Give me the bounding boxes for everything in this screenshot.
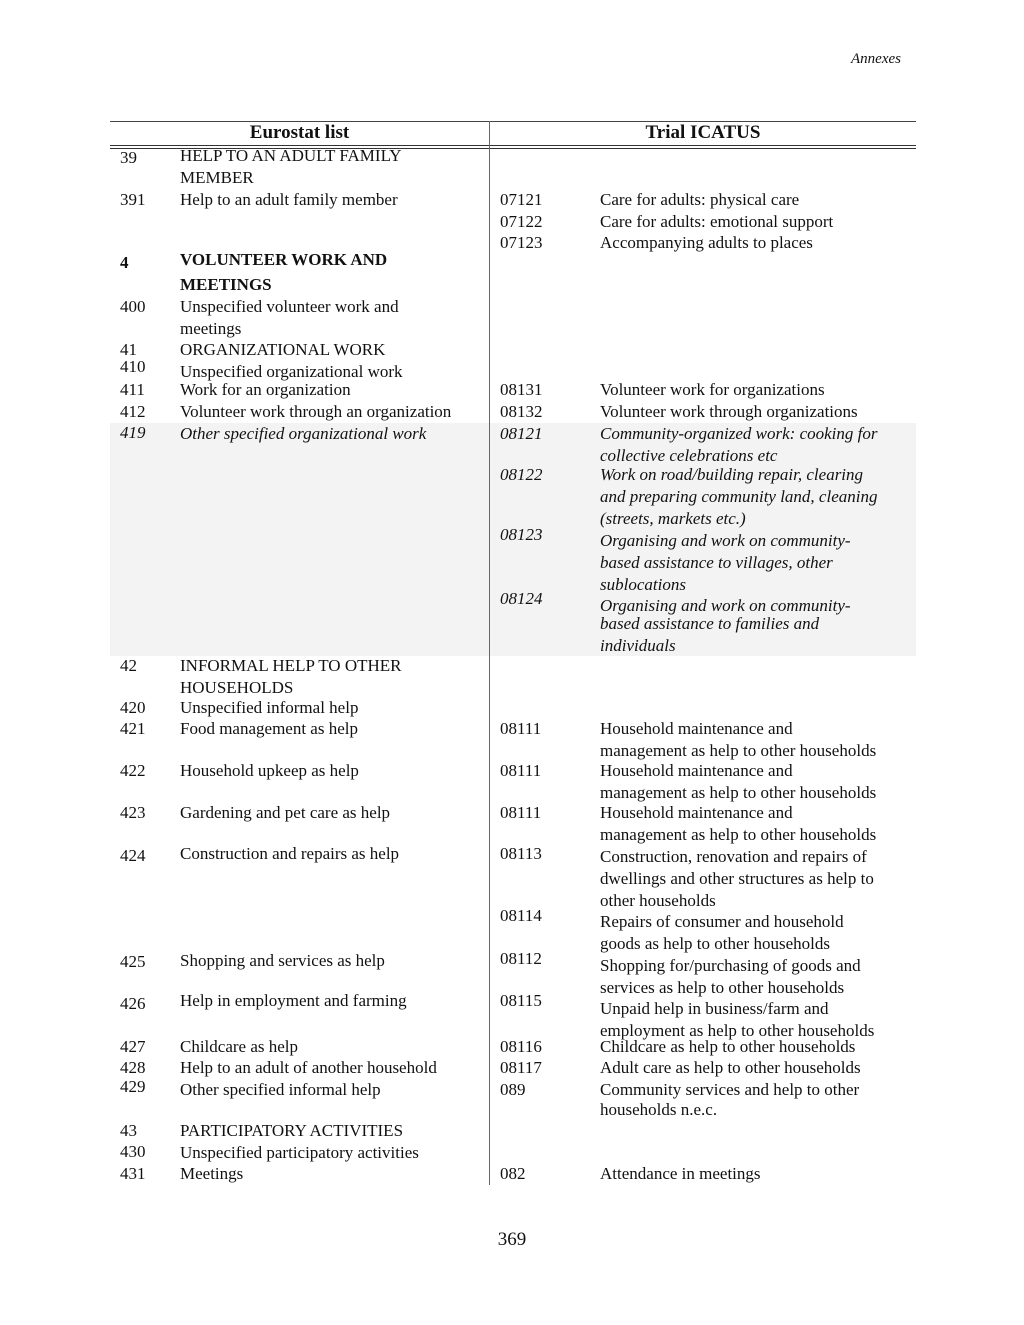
eurostat-label: Childcare as help	[180, 1037, 299, 1056]
eurostat-code: 400	[120, 297, 146, 316]
eurostat-code: 430	[120, 1142, 146, 1161]
icatus-code: 07123	[500, 233, 543, 252]
eurostat-code: 421	[120, 719, 146, 738]
icatus-code: 08114	[500, 906, 542, 925]
eurostat-code: 410	[120, 357, 146, 376]
icatus-label: Care for adults: physical care	[600, 190, 800, 209]
icatus-label: other households	[600, 891, 716, 910]
eurostat-label: HOUSEHOLDS	[180, 678, 294, 697]
icatus-code: 08121	[500, 424, 543, 443]
icatus-code: 08111	[500, 761, 542, 780]
icatus-label: Unpaid help in business/farm and	[600, 999, 829, 1018]
icatus-label: Adult care as help to other households	[600, 1058, 861, 1077]
icatus-label: management as help to other households	[600, 783, 877, 802]
eurostat-code: 411	[120, 380, 145, 399]
eurostat-code: 391	[120, 190, 146, 209]
icatus-label: Organising and work on community-	[600, 596, 851, 615]
eurostat-label: Other specified informal help	[180, 1080, 381, 1099]
icatus-label: employment as help to other households	[600, 1021, 875, 1040]
icatus-label: and preparing community land, cleaning	[600, 487, 878, 506]
icatus-label: dwellings and other structures as help to	[600, 869, 874, 888]
icatus-label: Organising and work on community-	[600, 531, 851, 550]
icatus-code: 08111	[500, 803, 542, 822]
eurostat-label: Shopping and services as help	[180, 951, 385, 970]
eurostat-label: INFORMAL HELP TO OTHER	[180, 656, 402, 675]
eurostat-label: ORGANIZATIONAL WORK	[180, 340, 386, 359]
icatus-label: Volunteer work through organizations	[600, 402, 858, 421]
eurostat-label: MEETINGS	[180, 275, 272, 294]
icatus-code: 07121	[500, 190, 543, 209]
icatus-label: individuals	[600, 636, 676, 655]
eurostat-label: Construction and repairs as help	[180, 844, 400, 863]
column-header-icatus: Trial ICATUS	[645, 122, 761, 143]
icatus-label: Household maintenance and	[600, 761, 793, 780]
eurostat-label: Volunteer work through an organization	[180, 402, 452, 421]
eurostat-code: 428	[120, 1058, 146, 1077]
eurostat-code: 419	[120, 423, 146, 442]
icatus-label: management as help to other households	[600, 825, 877, 844]
column-header-eurostat: Eurostat list	[249, 122, 350, 143]
eurostat-label: Gardening and pet care as help	[180, 803, 391, 822]
icatus-label: Care for adults: emotional support	[600, 212, 834, 231]
eurostat-label: Help in employment and farming	[180, 991, 407, 1010]
eurostat-label: Help to an adult family member	[180, 190, 398, 209]
icatus-label: Household maintenance and	[600, 803, 793, 822]
icatus-code: 08113	[500, 844, 542, 863]
eurostat-code: 422	[120, 761, 146, 780]
icatus-code: 07122	[500, 212, 543, 231]
eurostat-code: 412	[120, 402, 146, 421]
eurostat-label: Unspecified organizational work	[180, 362, 403, 381]
icatus-label: management as help to other households	[600, 741, 877, 760]
eurostat-label: VOLUNTEER WORK AND	[180, 250, 388, 269]
icatus-code: 08115	[500, 991, 542, 1010]
eurostat-label: meetings	[180, 319, 242, 338]
icatus-label: Volunteer work for organizations	[600, 380, 825, 399]
icatus-code: 08117	[500, 1058, 542, 1077]
eurostat-code: 427	[120, 1037, 146, 1056]
eurostat-code: 420	[120, 698, 146, 717]
eurostat-label: Work for an organization	[180, 380, 351, 399]
icatus-code: 082	[500, 1164, 526, 1183]
running-header: Annexes	[851, 51, 901, 67]
icatus-code: 08132	[500, 402, 543, 421]
eurostat-label: Unspecified volunteer work and	[180, 297, 399, 316]
eurostat-label: Food management as help	[180, 719, 358, 738]
icatus-label: sublocations	[600, 575, 686, 594]
eurostat-label: Unspecified participatory activities	[180, 1143, 419, 1162]
icatus-label: Accompanying adults to places	[600, 233, 813, 252]
eurostat-code: 4	[120, 253, 129, 272]
icatus-label: Repairs of consumer and household	[600, 912, 844, 931]
icatus-label: Work on road/building repair, clearing	[600, 465, 864, 484]
icatus-label: Childcare as help to other households	[600, 1037, 856, 1056]
eurostat-code: 431	[120, 1164, 146, 1183]
icatus-code: 08116	[500, 1037, 542, 1056]
icatus-code: 08122	[500, 465, 543, 484]
icatus-label: (streets, markets etc.)	[600, 509, 746, 528]
eurostat-code: 424	[120, 846, 146, 865]
icatus-label: Construction, renovation and repairs of	[600, 847, 867, 866]
icatus-label: Household maintenance and	[600, 719, 793, 738]
eurostat-label: MEMBER	[180, 168, 254, 187]
eurostat-label: Meetings	[180, 1164, 244, 1183]
icatus-label: based assistance to villages, other	[600, 553, 833, 572]
eurostat-label: Help to an adult of another household	[180, 1058, 437, 1077]
icatus-code: 08112	[500, 949, 542, 968]
eurostat-code: 425	[120, 952, 146, 971]
icatus-label: Shopping for/purchasing of goods and	[600, 956, 861, 975]
eurostat-code: 42	[120, 656, 137, 675]
eurostat-code: 423	[120, 803, 146, 822]
icatus-label: services as help to other households	[600, 978, 845, 997]
page-number: 369	[497, 1229, 527, 1250]
icatus-code: 08111	[500, 719, 542, 738]
icatus-label: collective celebrations etc	[600, 446, 778, 465]
icatus-code: 08123	[500, 525, 543, 544]
eurostat-label: Unspecified informal help	[180, 698, 359, 717]
eurostat-code: 43	[120, 1121, 137, 1140]
icatus-code: 08124	[500, 589, 543, 608]
eurostat-label: Other specified organizational work	[180, 424, 427, 443]
icatus-code: 08131	[500, 380, 543, 399]
eurostat-label: HELP TO AN ADULT FAMILY	[180, 146, 402, 165]
icatus-label: based assistance to families and	[600, 614, 820, 633]
eurostat-code: 39	[120, 148, 137, 167]
icatus-label: goods as help to other households	[600, 934, 830, 953]
icatus-label: Community-organized work: cooking for	[600, 424, 878, 443]
icatus-label: Community services and help to other	[600, 1080, 860, 1099]
icatus-label: households n.e.c.	[600, 1100, 718, 1119]
eurostat-code: 426	[120, 994, 146, 1013]
eurostat-label: Household upkeep as help	[180, 761, 359, 780]
eurostat-code: 41	[120, 340, 137, 359]
icatus-label: Attendance in meetings	[600, 1164, 761, 1183]
eurostat-label: PARTICIPATORY ACTIVITIES	[180, 1121, 404, 1140]
eurostat-code: 429	[120, 1077, 146, 1096]
icatus-code: 089	[500, 1080, 526, 1099]
